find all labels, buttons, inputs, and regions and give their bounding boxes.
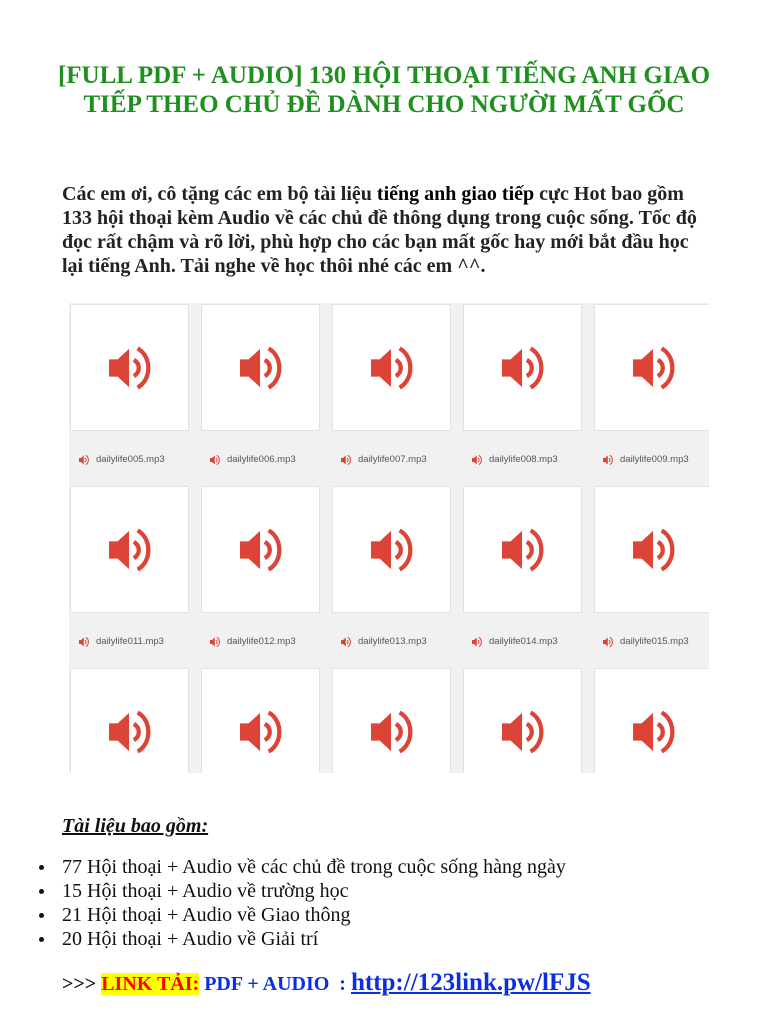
speaker-icon bbox=[240, 707, 282, 757]
file-caption bbox=[70, 613, 189, 658]
audio-file-tile bbox=[70, 668, 189, 773]
file-caption bbox=[332, 431, 451, 476]
file-caption bbox=[594, 613, 709, 658]
audio-file-tile bbox=[332, 304, 451, 476]
title-line: [FULL PDF + AUDIO] 130 HỘI THOẠI TIẾNG ANH GIAO bbox=[57, 62, 711, 89]
intro-text: cực Hot bao gồm 133 hội thoại kèm Audio về các chủ đề thông dụng trong cuộc sống. Tốc độ đọc rất chậm và rõ lời, phù hợp cho các bạn mất gốc hay mới bắt đầu học lại tiếng Anh. Tải nghe về học thôi nhé các em ^^. bbox=[62, 183, 697, 277]
file-name: dailylife014.mp3 bbox=[489, 636, 558, 647]
speaker-icon bbox=[240, 343, 282, 393]
audio-files-screenshot bbox=[69, 303, 709, 773]
speaker-icon bbox=[502, 525, 544, 575]
audio-file-tile bbox=[201, 304, 320, 476]
audio-file-tile bbox=[463, 304, 582, 476]
speaker-icon bbox=[371, 343, 413, 393]
contents-list bbox=[62, 855, 566, 951]
audio-thumbnail bbox=[201, 304, 320, 431]
arrows-marker: >>> bbox=[62, 973, 97, 995]
audio-file-tile bbox=[201, 668, 320, 773]
contents-item: 20 Hội thoại + Audio về Giải trí bbox=[62, 927, 566, 951]
speaker-icon bbox=[371, 707, 413, 757]
speaker-icon bbox=[502, 343, 544, 393]
file-name: dailylife013.mp3 bbox=[358, 636, 427, 647]
audio-thumbnail bbox=[332, 486, 451, 613]
download-formats: PDF + AUDIO : bbox=[204, 973, 346, 995]
audio-file-tile bbox=[463, 486, 582, 658]
audio-thumbnail bbox=[594, 304, 709, 431]
audio-thumbnail bbox=[201, 486, 320, 613]
speaker-icon bbox=[79, 636, 89, 648]
file-caption bbox=[201, 613, 320, 658]
file-caption bbox=[332, 613, 451, 658]
speaker-icon bbox=[633, 707, 675, 757]
intro-emphasis: tiếng anh giao tiếp bbox=[376, 183, 535, 205]
audio-thumbnail bbox=[201, 668, 320, 773]
file-name: dailylife009.mp3 bbox=[620, 454, 689, 465]
file-name: dailylife008.mp3 bbox=[489, 454, 558, 465]
file-name: dailylife015.mp3 bbox=[620, 636, 689, 647]
audio-file-tile bbox=[70, 486, 189, 658]
audio-thumbnail bbox=[70, 304, 189, 431]
contents-heading: Tài liệu bao gồm: bbox=[62, 815, 209, 837]
file-name: dailylife012.mp3 bbox=[227, 636, 296, 647]
speaker-icon bbox=[341, 636, 351, 648]
file-name: dailylife011.mp3 bbox=[96, 636, 164, 647]
document-title bbox=[0, 61, 768, 119]
audio-file-tile bbox=[70, 304, 189, 476]
speaker-icon bbox=[603, 636, 613, 648]
speaker-icon bbox=[603, 454, 613, 466]
speaker-icon bbox=[210, 636, 220, 648]
audio-file-tile bbox=[332, 486, 451, 658]
audio-file-tile bbox=[463, 668, 582, 773]
speaker-icon bbox=[341, 454, 351, 466]
audio-thumbnail bbox=[332, 668, 451, 773]
audio-thumbnail bbox=[332, 304, 451, 431]
audio-thumbnail bbox=[70, 486, 189, 613]
audio-file-tile bbox=[594, 486, 709, 658]
file-caption bbox=[463, 431, 582, 476]
file-caption bbox=[201, 431, 320, 476]
audio-file-tile bbox=[201, 486, 320, 658]
file-caption bbox=[70, 431, 189, 476]
intro-paragraph bbox=[62, 182, 707, 278]
speaker-icon bbox=[371, 525, 413, 575]
download-line bbox=[62, 968, 591, 999]
speaker-icon bbox=[109, 707, 151, 757]
audio-thumbnail bbox=[594, 668, 709, 773]
file-caption bbox=[463, 613, 582, 658]
file-caption bbox=[594, 431, 709, 476]
speaker-icon bbox=[109, 343, 151, 393]
download-label: LINK TẢI: bbox=[101, 973, 200, 995]
speaker-icon bbox=[472, 454, 482, 466]
download-link[interactable]: http://123link.pw/lFJS bbox=[350, 969, 591, 996]
intro-text: Các em ơi, cô tặng các em bộ tài liệu bbox=[62, 183, 377, 205]
contents-item: 15 Hội thoại + Audio về trường học bbox=[62, 879, 566, 903]
file-name: dailylife005.mp3 bbox=[96, 454, 165, 465]
speaker-icon bbox=[109, 525, 151, 575]
audio-file-tile bbox=[594, 668, 709, 773]
title-line: TIẾP THEO CHỦ ĐỀ DÀNH CHO NGƯỜI MẤT GỐC bbox=[83, 91, 685, 118]
audio-thumbnail bbox=[70, 668, 189, 773]
audio-file-tile bbox=[332, 668, 451, 773]
speaker-icon bbox=[633, 343, 675, 393]
audio-thumbnail bbox=[463, 304, 582, 431]
speaker-icon bbox=[240, 525, 282, 575]
contents-item: 77 Hội thoại + Audio về các chủ đề trong cuộc sống hàng ngày bbox=[62, 856, 566, 878]
speaker-icon bbox=[472, 636, 482, 648]
audio-thumbnail bbox=[463, 668, 582, 773]
file-name: dailylife007.mp3 bbox=[358, 454, 427, 465]
audio-thumbnail bbox=[594, 486, 709, 613]
speaker-icon bbox=[79, 454, 89, 466]
contents-item: 21 Hội thoại + Audio về Giao thông bbox=[62, 903, 566, 927]
audio-thumbnail bbox=[463, 486, 582, 613]
speaker-icon bbox=[502, 707, 544, 757]
file-name: dailylife006.mp3 bbox=[227, 454, 296, 465]
speaker-icon bbox=[633, 525, 675, 575]
audio-file-tile bbox=[594, 304, 709, 476]
speaker-icon bbox=[210, 454, 220, 466]
